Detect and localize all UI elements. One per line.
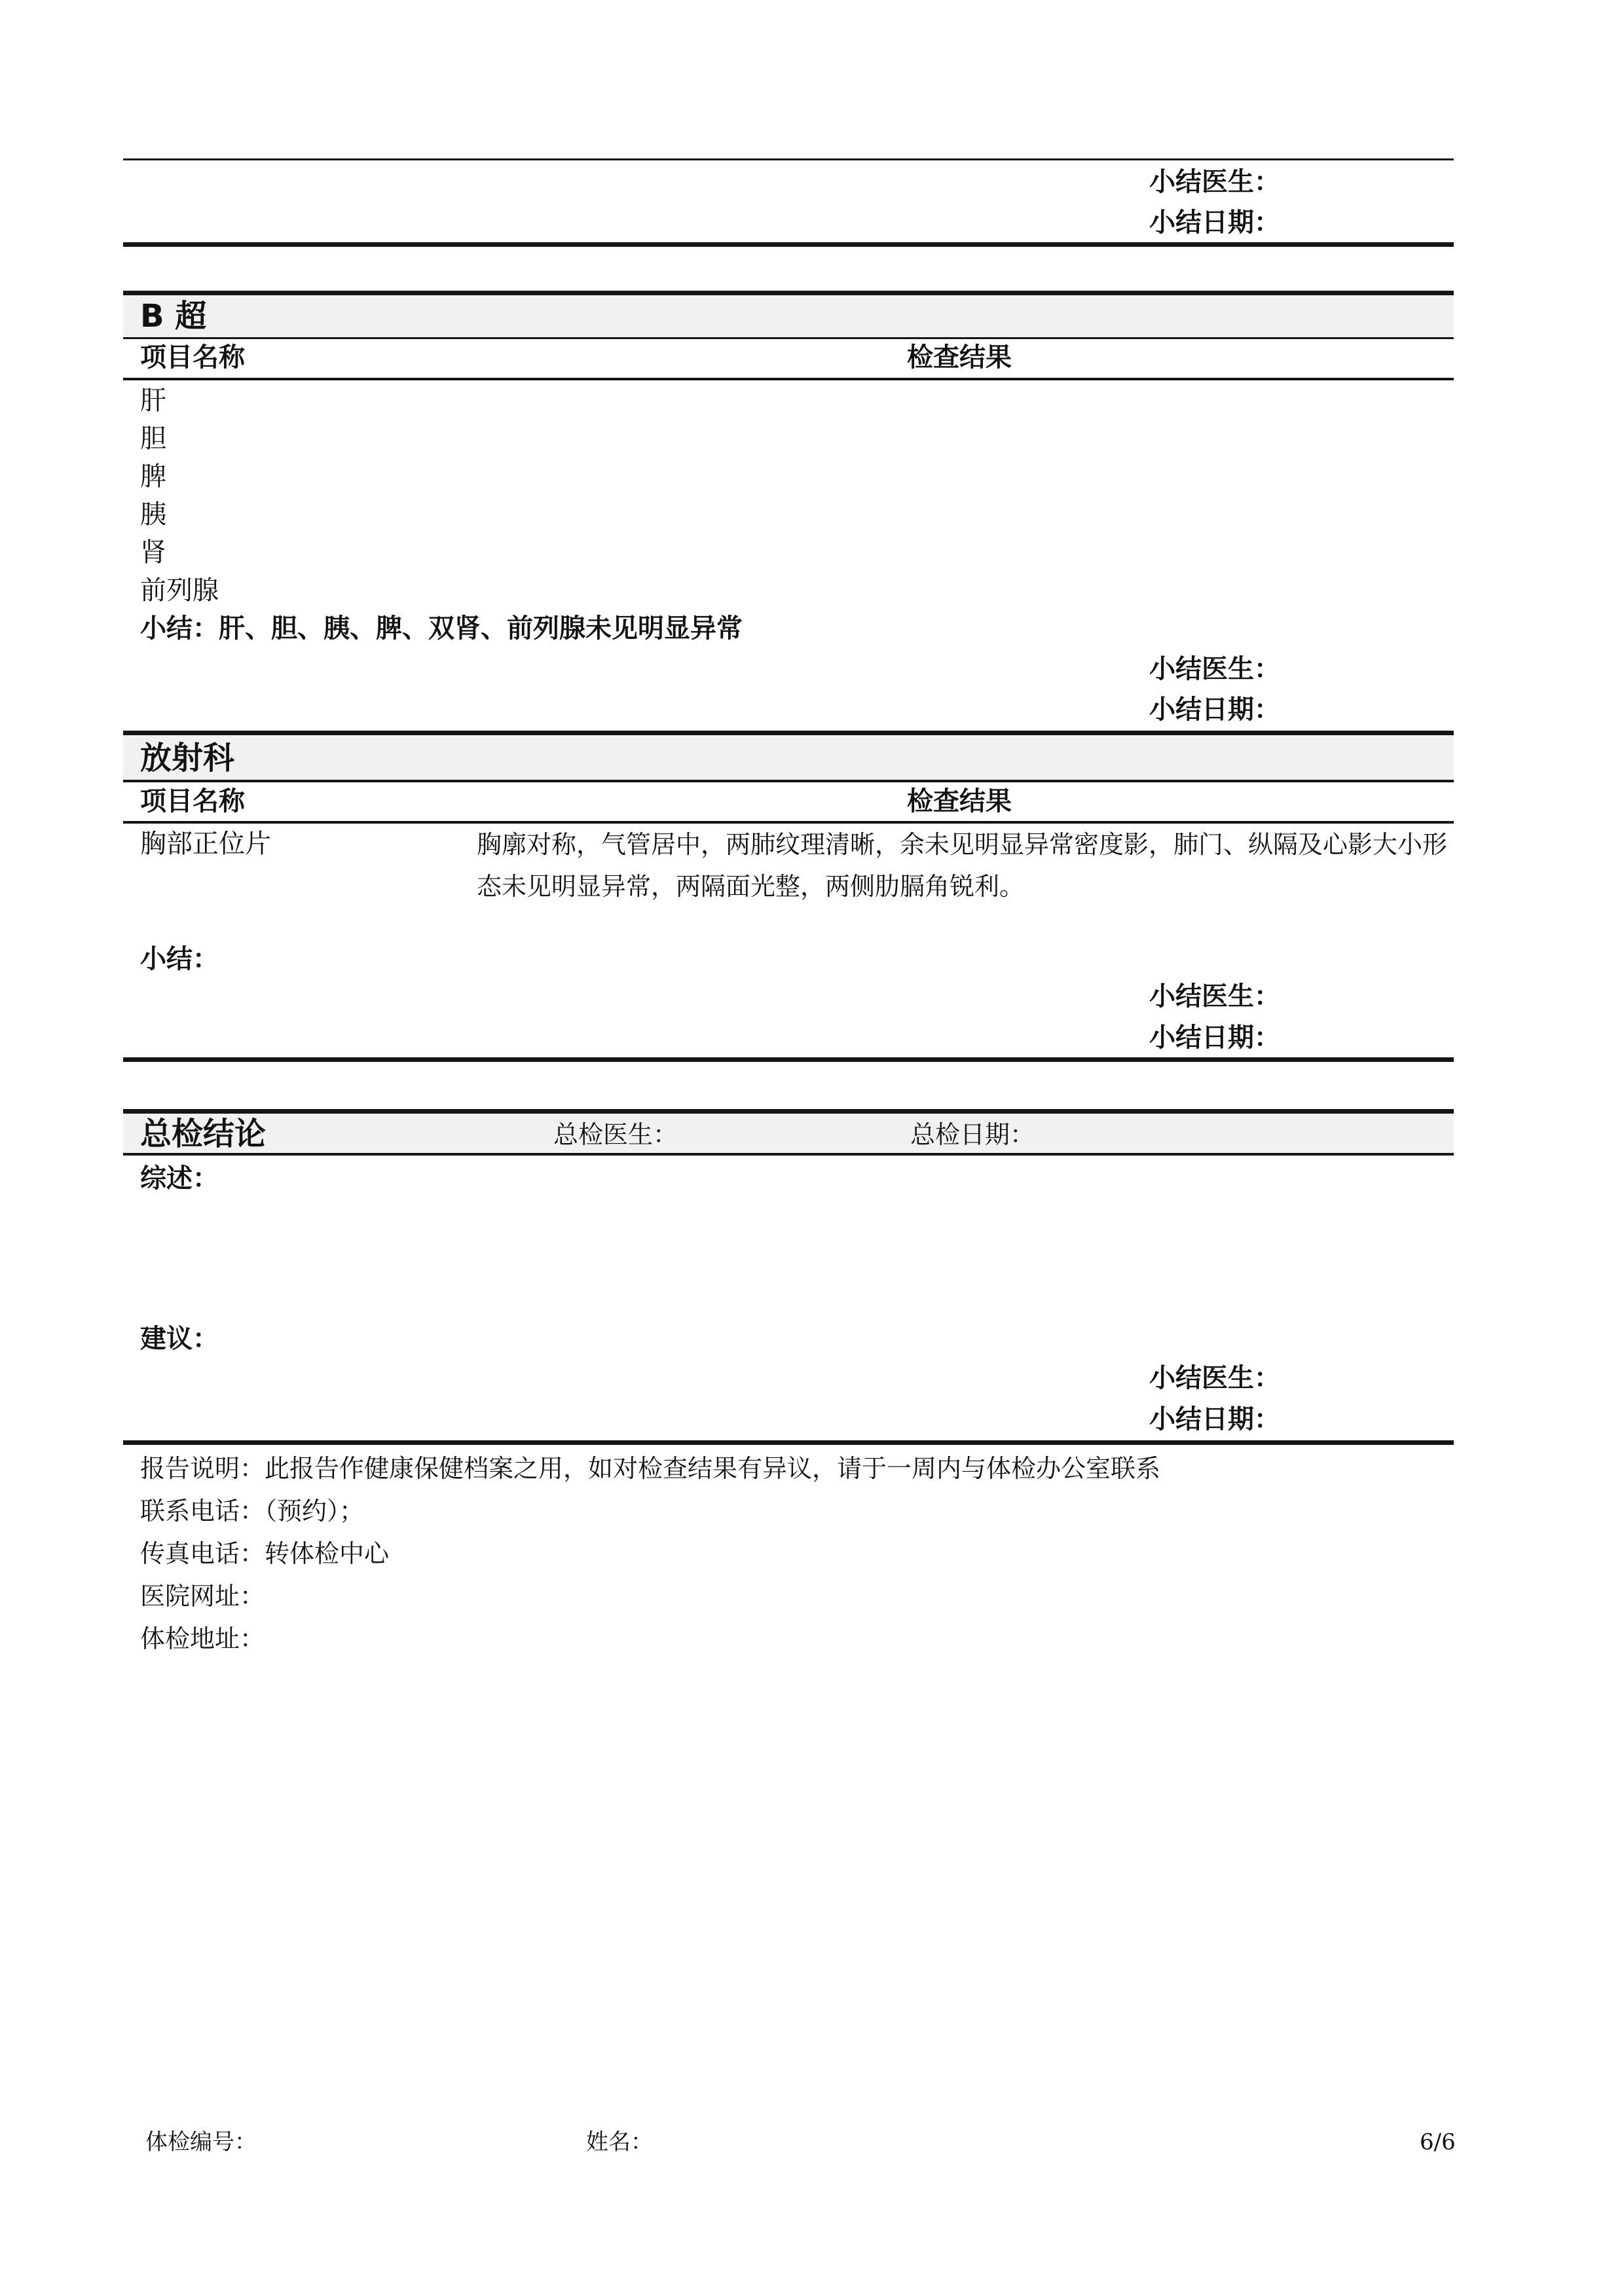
ultrasound-item: 肾 bbox=[140, 538, 166, 568]
radiology-section-title: 放射科 bbox=[140, 740, 235, 776]
radiology-summary-doctor-label: 小结医生： bbox=[1149, 981, 1280, 1011]
ultrasound-col-item-header: 项目名称 bbox=[140, 342, 245, 373]
conclusion-overview-label: 综述： bbox=[140, 1163, 219, 1194]
conclusion-summary-doctor-label: 小结医生： bbox=[1149, 1363, 1280, 1393]
top-summary-doctor-label: 小结医生： bbox=[1149, 167, 1280, 197]
footer-exam-id-label: 体检编号： bbox=[145, 2129, 257, 2155]
ultrasound-top-rule bbox=[123, 291, 1454, 295]
top-summary-date-label: 小结日期： bbox=[1149, 208, 1280, 238]
top-section-end-rule bbox=[123, 242, 1454, 247]
footer-name-label: 姓名： bbox=[586, 2129, 653, 2155]
ultrasound-item: 胰 bbox=[140, 500, 166, 530]
ultrasound-columns-rule bbox=[123, 378, 1454, 380]
conclusion-section-title: 总检结论 bbox=[140, 1116, 267, 1152]
radiology-col-result-header: 检查结果 bbox=[907, 786, 1012, 816]
page-number: 6/6 bbox=[1420, 2129, 1456, 2155]
radiology-header-rule bbox=[123, 780, 1454, 782]
report-note: 报告说明：此报告作健康保健档案之用，如对检查结果有异议，请于一周内与体检办公室联系 bbox=[140, 1454, 1161, 1483]
ultrasound-summary-date-label: 小结日期： bbox=[1149, 695, 1280, 725]
conclusion-advice-label: 建议： bbox=[140, 1324, 219, 1354]
exam-address: 体检地址： bbox=[140, 1624, 265, 1653]
conclusion-doctor-label: 总检医生： bbox=[553, 1120, 678, 1149]
ultrasound-summary-doctor-label: 小结医生： bbox=[1149, 654, 1280, 684]
hospital-website: 医院网址： bbox=[140, 1582, 265, 1611]
radiology-top-rule bbox=[123, 731, 1454, 735]
conclusion-summary-date-label: 小结日期： bbox=[1149, 1404, 1280, 1434]
ultrasound-item: 胆 bbox=[140, 424, 166, 454]
radiology-summary-date-label: 小结日期： bbox=[1149, 1023, 1280, 1053]
ultrasound-section-title: B 超 bbox=[140, 298, 207, 335]
radiology-row-result: 胸廓对称，气管居中，两肺纹理清晰，余未见明显异常密度影，肺门、纵隔及心影大小形态未见明显异常，两隔面光整，两侧肋膈角锐利。 bbox=[477, 830, 1448, 901]
fax-phone: 传真电话：转体检中心 bbox=[140, 1539, 390, 1568]
conclusion-top-rule bbox=[123, 1109, 1454, 1114]
ultrasound-summary: 小结：肝、胆、胰、脾、双肾、前列腺未见明显异常 bbox=[140, 613, 743, 644]
conclusion-end-rule bbox=[123, 1440, 1454, 1445]
ultrasound-item: 肝 bbox=[140, 386, 166, 416]
ultrasound-header-band bbox=[123, 295, 1454, 337]
conclusion-header-band bbox=[123, 1114, 1454, 1153]
conclusion-date-label: 总检日期： bbox=[910, 1120, 1035, 1149]
radiology-header-band bbox=[123, 735, 1454, 780]
radiology-end-rule bbox=[123, 1057, 1454, 1062]
ultrasound-col-result-header: 检查结果 bbox=[907, 342, 1012, 373]
top-divider bbox=[123, 158, 1454, 160]
radiology-col-item-header: 项目名称 bbox=[140, 786, 245, 816]
radiology-summary: 小结： bbox=[140, 944, 219, 974]
conclusion-header-rule bbox=[123, 1153, 1454, 1156]
radiology-row-item: 胸部正位片 bbox=[140, 829, 271, 859]
ultrasound-item: 前列腺 bbox=[140, 575, 219, 606]
ultrasound-header-rule bbox=[123, 337, 1454, 339]
contact-phone: 联系电话：（预约）； bbox=[140, 1497, 365, 1525]
ultrasound-item: 脾 bbox=[140, 462, 166, 492]
